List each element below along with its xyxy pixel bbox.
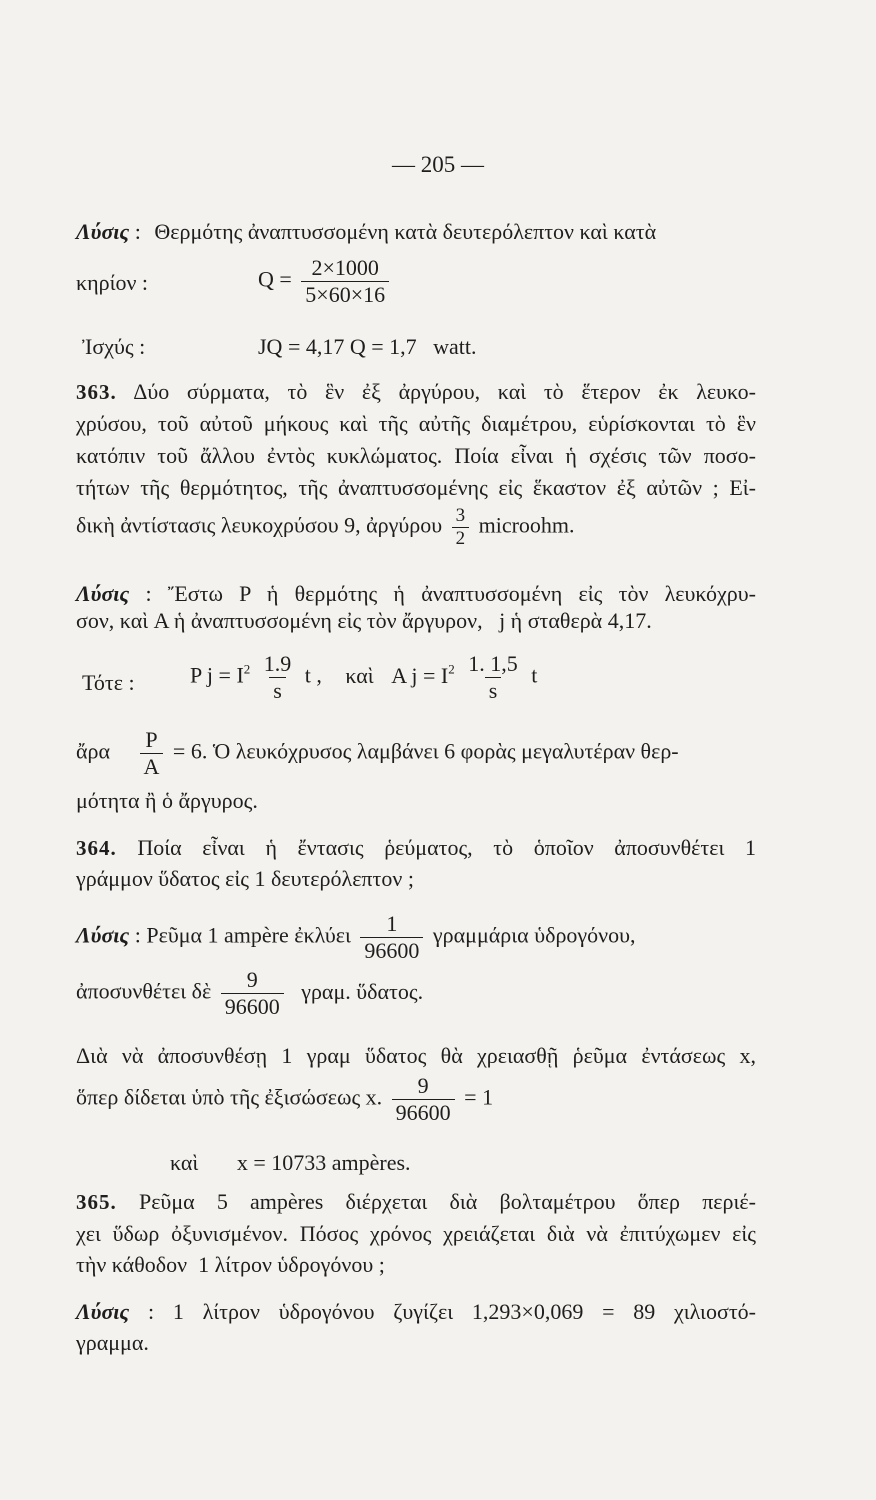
heat-fraction-num: 2×1000 bbox=[311, 255, 379, 280]
solution-label: Λύσις bbox=[76, 1299, 130, 1324]
ratio-line2: μότητα ἢ ὁ ἄργυρος. bbox=[76, 788, 258, 813]
hydrogen-fraction bbox=[360, 912, 423, 963]
heat-text: Θερμότης ἀναπτυσσομένη κατὰ δευτερόλεπτον καὶ κατὰ bbox=[154, 219, 657, 244]
p365-solution-line1 bbox=[76, 1298, 756, 1326]
p364-text1: Ποία εἶναι ἡ ἔντασις ῥεύματος, τὸ ὁποῖον ἀποσυνθέτει 1 bbox=[137, 835, 757, 860]
eq1-lhs: P j = I bbox=[190, 662, 244, 688]
kirion-label: κηρίον : bbox=[76, 270, 149, 295]
eq2-square: 2 bbox=[448, 661, 455, 677]
eq1-fraction bbox=[260, 652, 296, 703]
resistivity-fraction bbox=[452, 506, 470, 549]
eq2-fraction bbox=[464, 652, 522, 703]
equation-den: 96600 bbox=[392, 1099, 455, 1125]
equation-fraction bbox=[392, 1074, 455, 1125]
p365-sol-text1: : 1 λίτρον ὑδρογόνου ζυγίζει 1,293×0,069 = 89 χιλιοστό- bbox=[147, 1299, 756, 1324]
hydrogen-num: 1 bbox=[386, 911, 398, 936]
heat-fraction bbox=[301, 256, 389, 307]
kai-word: καὶ bbox=[345, 662, 374, 688]
eq2-den: s bbox=[485, 677, 502, 703]
p364-text-d-b: = 1 bbox=[464, 1084, 494, 1110]
water-den: 96600 bbox=[221, 993, 284, 1019]
solution-label: Λύσις bbox=[76, 922, 130, 948]
q-lhs: Q = bbox=[258, 266, 292, 292]
p364-line2: γράμμον ὕδατος εἰς 1 δευτερόλεπτον ; bbox=[76, 866, 414, 891]
p364-line1 bbox=[76, 834, 756, 862]
p364-line-c: Διὰ νὰ ἀποσυνθέσῃ 1 γραμ ὕδατος θὰ χρειασθῇ ῥεῦμα ἐντάσεως x, bbox=[76, 1043, 756, 1068]
p363-solution-line1 bbox=[76, 580, 756, 608]
p363-text1: Δύο σύρματα, τὸ ἓν ἐξ ἀργύρου, καὶ τὸ ἕτερον ἐκ λευκο- bbox=[133, 379, 756, 404]
prev-solution-line1 bbox=[76, 218, 756, 246]
power-equation: JQ = 4,17 Q = 1,7 watt. bbox=[258, 334, 477, 359]
problem-number-365: 365. bbox=[76, 1190, 117, 1214]
p364-text-b-b: γραμ. ὕδατος. bbox=[301, 978, 424, 1004]
ara-word: ἄρα bbox=[76, 738, 111, 764]
p363-solution-line2: σον, καὶ A ἡ ἀναπτυσσομένη εἰς τὸν ἄργυρον, j ἡ σταθερὰ 4,17. bbox=[76, 608, 652, 633]
p364-solution-line1 bbox=[76, 912, 636, 963]
power-label: Ἰσχύς : bbox=[82, 334, 146, 359]
ratio-num: P bbox=[145, 727, 158, 752]
heat-fraction-den: 5×60×16 bbox=[301, 281, 389, 307]
p364-sol-a: : Ρεῦμα 1 ampère ἐκλύει bbox=[134, 922, 351, 948]
p363-line3: κατόπιν τοῦ ἄλλου ἐντὸς κυκλώματος. Ποία εἶναι ἡ σχέσις τῶν ποσο- bbox=[76, 443, 756, 468]
eq1-square: 2 bbox=[243, 661, 251, 677]
eq2-rhs: t bbox=[531, 662, 538, 688]
ratio-line bbox=[76, 728, 756, 779]
p364-line-d bbox=[76, 1074, 493, 1125]
p365-line3: τὴν κάθοδον 1 λίτρον ὑδρογόνου ; bbox=[76, 1252, 385, 1277]
ratio-fraction bbox=[140, 728, 164, 779]
heat-formula bbox=[258, 256, 393, 307]
hydrogen-den: 96600 bbox=[360, 937, 423, 963]
ratio-den: A bbox=[140, 753, 164, 779]
p365-solution-line2: γραμμα. bbox=[76, 1330, 149, 1355]
p364-result: καὶ x = 10733 ampères. bbox=[170, 1150, 411, 1175]
p364-line-b bbox=[76, 968, 423, 1019]
solution-label: Λύσις bbox=[76, 581, 130, 606]
water-fraction bbox=[221, 968, 284, 1019]
eq2-num: 1. 1,5 bbox=[468, 651, 518, 676]
tote-label: Τότε : bbox=[82, 670, 135, 695]
problem-number-364: 364. bbox=[76, 836, 117, 860]
p365-text1: Ρεῦμα 5 ampères διέρχεται διὰ βολταμέτρου ὅπερ περιέ- bbox=[138, 1189, 756, 1214]
ratio-text: = 6. Ὁ λευκόχρυσος λαμβάνει 6 φορὰς μεγαλυτέραν θερ- bbox=[172, 738, 679, 764]
page-number: — 205 — bbox=[392, 152, 484, 177]
p363-line1 bbox=[76, 378, 756, 406]
eq1-num: 1.9 bbox=[263, 651, 292, 676]
equation-num: 9 bbox=[417, 1073, 429, 1098]
p364-text-b-a: ἀποσυνθέτει δὲ bbox=[76, 978, 212, 1004]
heat-equations bbox=[190, 652, 537, 703]
problem-number-363: 363. bbox=[76, 380, 117, 404]
resistivity-num: 3 bbox=[455, 505, 466, 526]
p364-sol-b: γραμμάρια ὑδρογόνου, bbox=[432, 922, 636, 948]
resistivity-den: 2 bbox=[452, 527, 470, 549]
p365-line2: χει ὕδωρ ὀξυνισμένον. Πόσος χρόνος χρειάζεται διὰ νὰ ἐπιτύχωμεν εἰς bbox=[76, 1221, 756, 1246]
eq1-den: s bbox=[269, 677, 286, 703]
eq2-lhs: A j = I bbox=[391, 662, 449, 688]
p363-text5a: δικὴ ἀντίστασις λευκοχρύσου 9, ἀργύρου bbox=[76, 512, 443, 538]
p364-text-d-a: ὅπερ δίδεται ὑπὸ τῆς ἐξισώσεως x. bbox=[76, 1084, 383, 1110]
p363-sol-text1: : Ἔστω P ἡ θερμότης ἡ ἀναπτυσσομένη εἰς τὸν λευκόχρυ- bbox=[145, 581, 756, 606]
water-num: 9 bbox=[246, 967, 258, 992]
p363-line2: χρύσου, τοῦ αὐτοῦ μήκους καὶ τῆς αὐτῆς διαμέτρου, εὑρίσκονται τὸ ἓν bbox=[76, 411, 756, 436]
separator: : bbox=[134, 219, 141, 244]
p363-line4: τήτων τῆς θερμότητος, τῆς ἀναπτυσσομένης εἰς ἕκαστον ἐξ αὐτῶν ; Εἰ- bbox=[76, 475, 756, 500]
p363-text5b: microohm. bbox=[478, 512, 575, 538]
p365-line1 bbox=[76, 1188, 756, 1216]
p363-line5 bbox=[76, 506, 575, 549]
eq1-rhs: t , bbox=[304, 662, 322, 688]
solution-label: Λύσις bbox=[76, 219, 130, 244]
